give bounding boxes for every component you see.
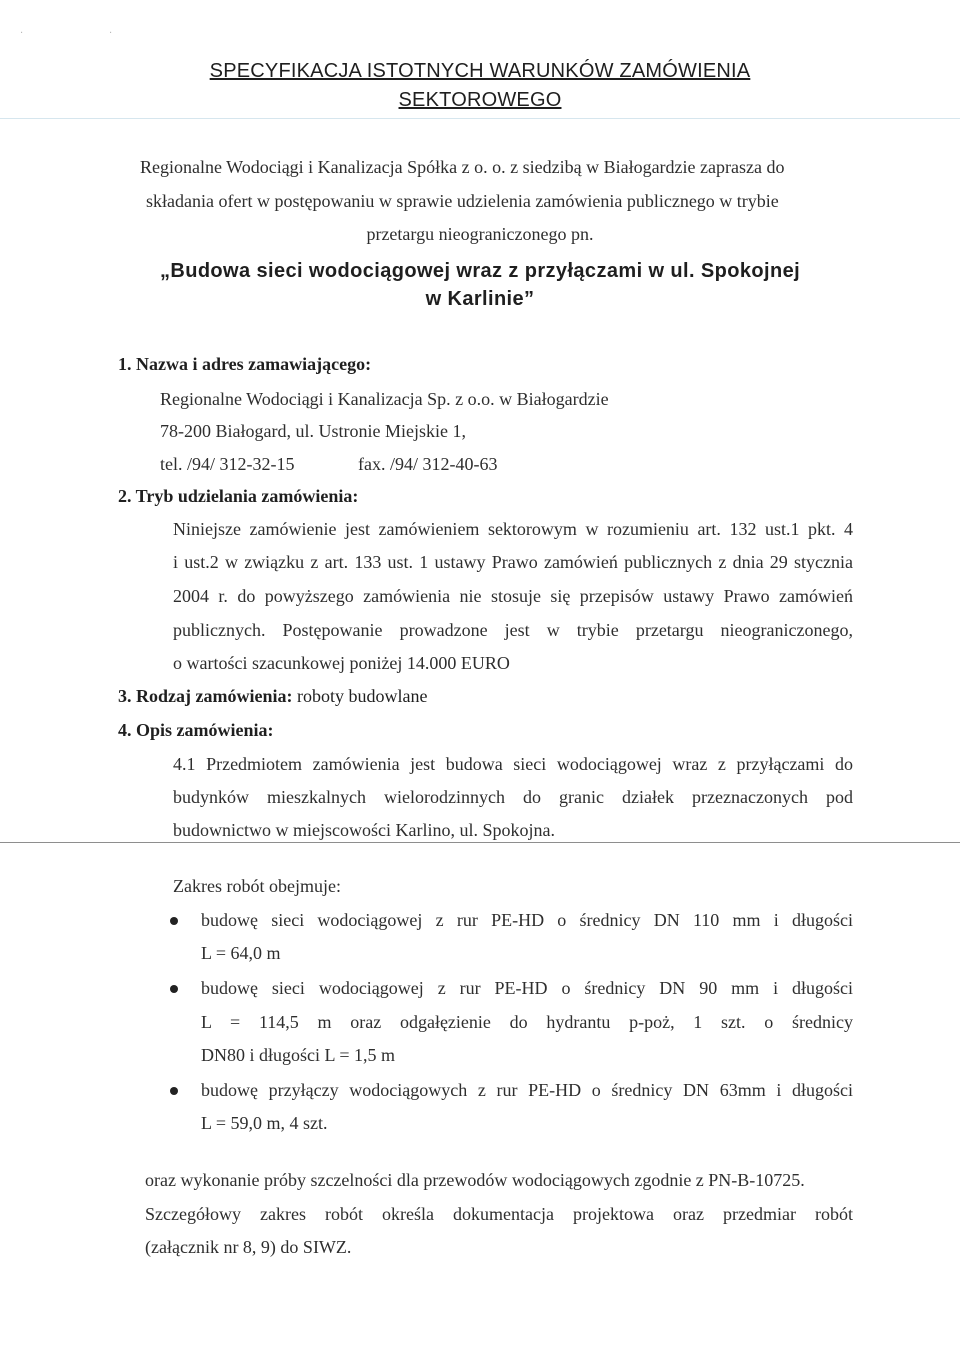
project-title-line2: w Karlinie” xyxy=(425,288,535,310)
section-4-1-line-2: budynków mieszkalnych wielorodzinnych do granic działek przeznaczonych pod xyxy=(173,787,853,807)
scope-label: Zakres robót obejmuje: xyxy=(173,876,341,896)
section-3-label: 3. Rodzaj zamówienia: xyxy=(118,686,293,706)
bullet-dot-2 xyxy=(170,985,180,995)
closing-line-2: Szczegółowy zakres robót określa dokumentacja projektowa oraz przedmiar robót xyxy=(145,1204,853,1224)
section-4-heading: 4. Opis zamówienia: xyxy=(118,720,274,740)
bullet-2-line-2: L = 114,5 m oraz odgałęzienie do hydrantu p-poż, 1 szt. o średnicy xyxy=(201,1012,853,1032)
bullet-2-line-3: DN80 i długości L = 1,5 m xyxy=(201,1045,395,1065)
section-2-line-5: o wartości szacunkowej poniżej 14.000 EURO xyxy=(173,653,510,673)
section-4-1-line-1: 4.1 Przedmiotem zamówienia jest budowa sieci wodociągowej wraz z przyłączami do xyxy=(173,754,853,774)
project-title-line1: „Budowa sieci wodociągowej wraz z przyłączami w ul. Spokojnej xyxy=(159,260,801,282)
scan-specks: · · xyxy=(20,28,113,39)
scan-rule-mid xyxy=(0,842,960,843)
intro-line-3: przetargu nieograniczonego pn. xyxy=(366,224,594,244)
orderer-tel: tel. /94/ 312-32-15 xyxy=(160,454,295,474)
orderer-fax: fax. /94/ 312-40-63 xyxy=(358,454,498,474)
document-title-line2: SEKTOROWEGO xyxy=(398,89,562,111)
bullet-1-line-1: budowę sieci wodociągowej z rur PE-HD o średnicy DN 110 mm i długości xyxy=(201,910,853,930)
bullet-3-line-1: budowę przyłączy wodociągowych z rur PE-HD o średnicy DN 63mm i długości xyxy=(201,1080,853,1100)
section-2-line-1: Niniejsze zamówienie jest zamówieniem sektorowym w rozumieniu art. 132 ust.1 pkt. 4 xyxy=(173,519,853,539)
orderer-address: 78-200 Białogard, ul. Ustronie Miejskie 1, xyxy=(160,421,466,441)
section-2-line-4: publicznych. Postępowanie prowadzone jest w trybie przetargu nieograniczonego, xyxy=(173,620,853,640)
intro-line-2: składania ofert w postępowaniu w sprawie udzielenia zamówienia publicznego w trybie xyxy=(146,191,779,211)
scan-rule-top xyxy=(0,118,960,119)
section-1-heading: 1. Nazwa i adres zamawiającego: xyxy=(118,354,372,374)
section-3-heading xyxy=(118,686,427,707)
bullet-dot-3 xyxy=(170,1087,180,1097)
section-3-value: roboty budowlane xyxy=(292,686,428,706)
closing-line-3: (załącznik nr 8, 9) do SIWZ. xyxy=(145,1237,352,1257)
bullet-3-line-2: L = 59,0 m, 4 szt. xyxy=(201,1113,328,1133)
bullet-1-line-2: L = 64,0 m xyxy=(201,943,281,963)
bullet-2-line-1: budowę sieci wodociągowej z rur PE-HD o średnicy DN 90 mm i długości xyxy=(201,978,853,998)
section-2-heading: 2. Tryb udzielania zamówienia: xyxy=(118,486,359,506)
section-2-line-2: i ust.2 w związku z art. 133 ust. 1 ustawy Prawo zamówień publicznych z dnia 29 stycznia xyxy=(173,552,853,572)
orderer-name: Regionalne Wodociągi i Kanalizacja Sp. z o.o. w Białogardzie xyxy=(160,389,609,409)
closing-line-1: oraz wykonanie próby szczelności dla przewodów wodociągowych zgodnie z PN-B-10725. xyxy=(145,1170,805,1190)
bullet-dot-1 xyxy=(170,917,180,927)
document-title-line1: SPECYFIKACJA ISTOTNYCH WARUNKÓW ZAMÓWIENIA xyxy=(209,60,751,82)
section-2-line-3: 2004 r. do powyższego zamówienia nie stosuje się przepisów ustawy Prawo zamówień xyxy=(173,586,853,606)
intro-line-1: Regionalne Wodociągi i Kanalizacja Spółka z o. o. z siedzibą w Białogardzie zaprasza do xyxy=(140,157,785,177)
section-4-1-line-3: budownictwo w miejscowości Karlino, ul. Spokojna. xyxy=(173,820,555,840)
